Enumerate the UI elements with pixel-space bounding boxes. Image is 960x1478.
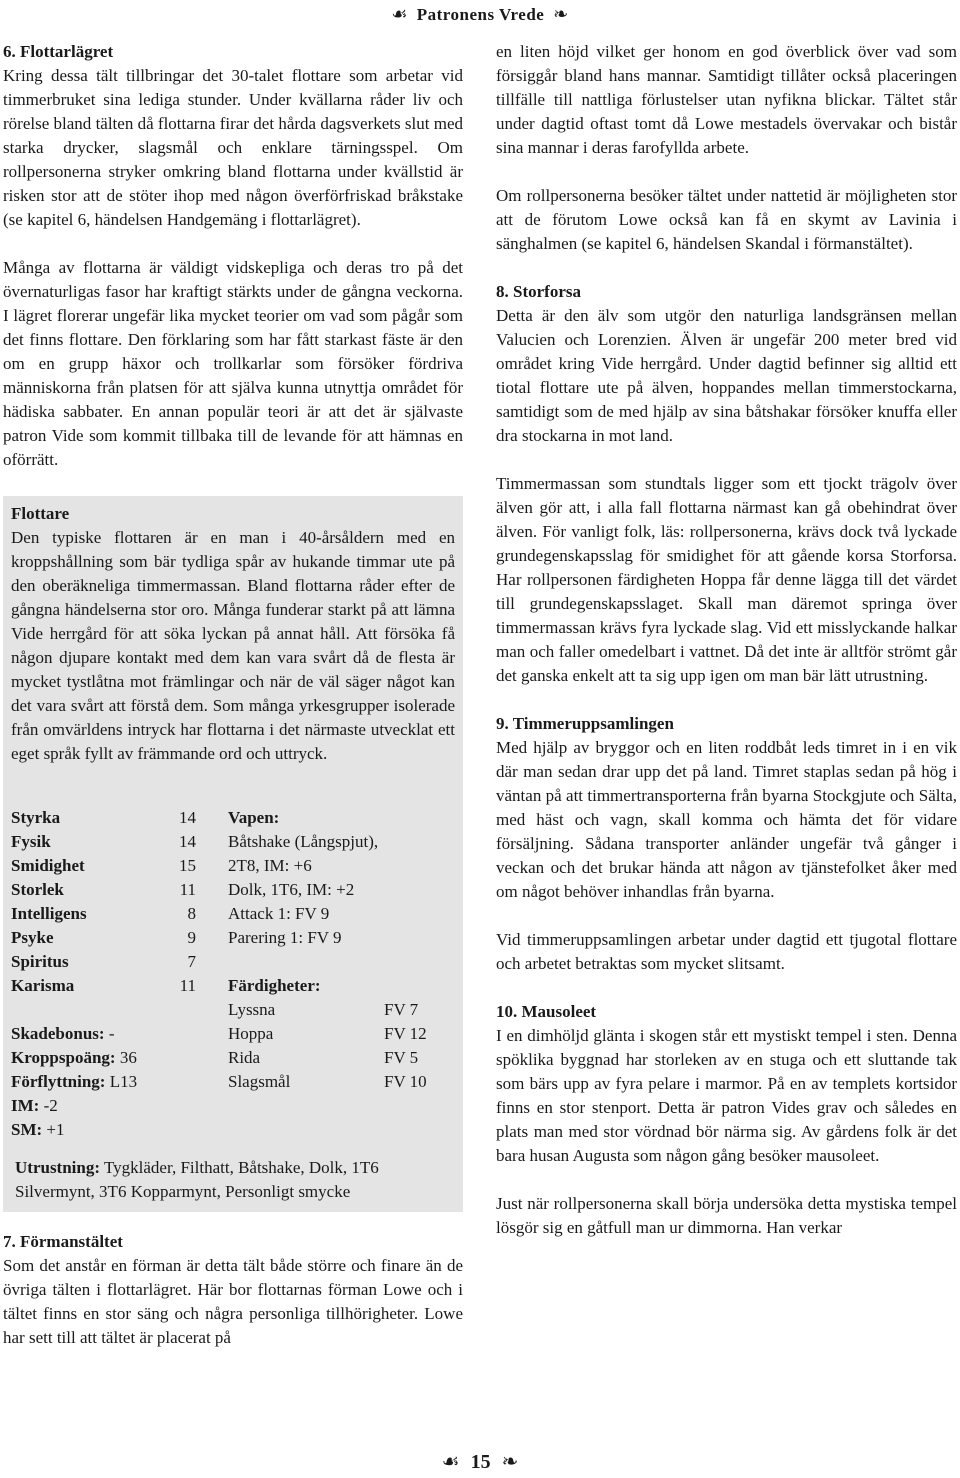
equipment-label: Utrustning: [15, 1158, 101, 1177]
right-column [496, 40, 957, 1264]
derived-stat [11, 1022, 196, 1046]
derived-stat [11, 1094, 196, 1118]
spacer [228, 950, 455, 974]
attributes-column [11, 806, 196, 1142]
derived-label: Kroppspoäng: [11, 1048, 116, 1067]
derived-stat [11, 1070, 196, 1094]
stat-label: Intelligens [11, 904, 87, 923]
ornament-left-icon: ☙ [441, 1451, 460, 1473]
page-header [0, 0, 960, 28]
derived-label: IM: [11, 1096, 40, 1115]
equipment-text: Tygkläder, Filthatt, Båtshake, Dolk, 1T6 Silvermynt, 3T6 Kopparmynt, Personligt smycke [15, 1158, 379, 1201]
weapon-line: Parering 1: FV 9 [228, 928, 342, 947]
stat-label: Styrka [11, 808, 61, 827]
npc-heading: Flottare [11, 504, 70, 523]
section-storforsa [496, 280, 957, 448]
stat-label: Karisma [11, 976, 75, 995]
stat-row [11, 806, 196, 830]
skill-row [228, 1022, 455, 1046]
weapons-skills-column [196, 806, 455, 1142]
stat-row [11, 974, 196, 998]
skills-heading: Färdigheter: [228, 976, 321, 995]
paragraph: Just när rollpersonerna skall börja undersöka detta mystiska tempel lösgör sig en gåtfull man ur dimmorna. Han verkar [496, 1194, 957, 1237]
skill-row [228, 998, 455, 1022]
paragraph: Detta är den älv som utgör den naturliga landsgränsen mellan Valucien och Lorenzien. Älven är ungefär 200 meter bred vid området kring Vide herrgård. Under dagtid befinner sig alltid ett tiotal flottare ute på älven, hoppandes mellan timmerstockarna, samtidigt som de med hjälp av sina båtshakar försöker knuffa eller dra stockarna in mot land. [496, 306, 957, 445]
derived-label: Skadebonus: [11, 1024, 105, 1043]
stat-value: 14 [179, 808, 196, 827]
derived-stat [11, 1118, 196, 1142]
paragraph: en liten höjd vilket ger honom en god överblick över vad som försiggår bland hans mannar. Samtidigt tillåter också placeringen tillfälle till nattliga förlustelser utan nyfikna blickar. Tältet står under dagtid oftast tomt då Lowe mestadels övervakar och bistår sina mannar i deras farofyllda arbete. [496, 42, 957, 157]
paragraph: Om rollpersonerna besöker tältet under nattetid är möjligheten stor att de förutom Lowe också kan få en skymt av Lavinia i sänghalmen (se kapitel 6, händelsen Skandal i förmanstältet). [496, 186, 957, 253]
ornament-right-icon: ❧ [553, 4, 569, 24]
equipment [11, 1156, 455, 1204]
derived-value: 36 [115, 1048, 137, 1067]
section-heading: 6. Flottarlägret [3, 42, 114, 61]
stat-value: 7 [187, 952, 196, 971]
section-mausoleet [496, 1000, 957, 1168]
page-footer [0, 1448, 960, 1476]
stat-value: 11 [179, 976, 196, 995]
weapon-line: Dolk, 1T6, IM: +2 [228, 880, 355, 899]
skill-row [228, 1046, 455, 1070]
stat-value: 8 [187, 904, 196, 923]
stat-row [11, 926, 196, 950]
paragraph: Kring dessa tält tillbringar det 30-talet flottare som arbetar vid timmerbruket sina lediga stunder. Under kvällarna råder liv och rörelse bland tälten då flottarna firar det hårda dagsverkets slut med starka drycker, slagsmål och enklare tärningsspel. Om rollpersonerna stryker omkring bland flottarna under kvällstid är risken stor att de stöter ihop med någon överförfriskad bråkstake (se kapitel 6, händelsen Handgemäng i flottarlägret). [3, 66, 463, 229]
stat-row [11, 902, 196, 926]
stat-value: 14 [179, 832, 196, 851]
section-timmeruppsamlingen [496, 712, 957, 904]
derived-value: L13 [105, 1072, 138, 1091]
skill-name: Slagsmål [228, 1072, 291, 1091]
skill-name: Rida [228, 1048, 261, 1067]
weapon-line: Båtshake (Långspjut), [228, 832, 379, 851]
paragraph: I en dimhöljd glänta i skogen står ett mystiskt tempel i sten. Denna spöklika byggnad har storleken av en stuga och ett sluttande tak som bärs upp av fyra pelare i marmor. På en av templets kortsidor finns en stor stenport. Detta är patron Vides grav och således en plats man med stor vördnad bör närma sig. Av gårdens folk är det bara husan Augusta som någon gång besöker mausoleet. [496, 1026, 957, 1165]
section-heading: 8. Storforsa [496, 282, 581, 301]
section-flottarlagret [3, 40, 463, 232]
skill-value: FV 5 [384, 1048, 419, 1067]
left-column [3, 40, 463, 1374]
stat-row [11, 854, 196, 878]
weapon-line: Attack 1: FV 9 [228, 904, 330, 923]
weapons-heading: Vapen: [228, 808, 280, 827]
weapon-line: 2T8, IM: +6 [228, 856, 312, 875]
derived-value: - [104, 1024, 115, 1043]
spacer [11, 998, 196, 1022]
stat-row [11, 950, 196, 974]
stat-row [11, 830, 196, 854]
derived-value: -2 [39, 1096, 58, 1115]
stat-label: Smidighet [11, 856, 85, 875]
stat-value: 15 [179, 856, 196, 875]
stat-label: Fysik [11, 832, 51, 851]
paragraph: Timmermassan som stundtals ligger som ett tjockt trägolv över älven gör att, i alla fall flottarna närmast kan gå obehindrat över älven. För vanligt folk, läs: rollpersonerna, krävs dock två lyckade grundegenskapsslag för smidighet för att gående korsa Storforsa. Har rollpersonen färdigheten Hoppa får denne lägga till det värdet till grundegenskapsslaget. Skall man däremot springa över timmermassan krävs fyra lyckade slag. Vid ett misslyckande halkar man och faller omedelbart i vattnet. Då det inte är alltför strömt går det ganska enkelt att ta sig upp igen om man bär lätt utrustning. [496, 474, 957, 685]
paragraph: Många av flottarna är väldigt vidskepliga och deras tro på det övernaturligas fasor har kraftigt stärkts under de gångna veckorna. I lägret florerar ungefär lika mycket teorier om vad som pågår som det finns flottare. Den förklaring som har fått starkast fäste är den om en grupp häxor och trollkarlar som försöker fördriva människorna från platsen för att själva kunna utnyttja området för hädiska sabbater. En annan populär teori är att det är självaste patron Vide som kommit tillbaka till de levande för att hämnas en oförrätt. [3, 258, 463, 469]
paragraph: Med hjälp av bryggor och en liten roddbåt leds timret in i en vik där man sedan drar upp det på land. Timret staplas sedan på hög i väntan på att timmertransporterna från byarna Stockgjute och Sälta, med häst och vagn, skall komma och hämta det för vidare försäljning. Sådana transporter anländer ungefär två gånger i veckan och det brukar hända att någon av tjänstefolket åker med om något behöver inhandlas från byarna. [496, 738, 957, 901]
stat-row [11, 878, 196, 902]
stats-grid [11, 806, 455, 1142]
derived-value: +1 [42, 1120, 65, 1139]
npc-stat-box [3, 496, 463, 1212]
running-title: Patronens Vrede [416, 5, 545, 24]
skill-name: Hoppa [228, 1024, 274, 1043]
derived-stat [11, 1046, 196, 1070]
stat-label: Spiritus [11, 952, 69, 971]
paragraph: Som det anstår en förman är detta tält både större och finare än de övriga tälten i flottarlägret. Här bor flottarnas förman Lowe och i tältet finns en stor säng och några personliga tillhörigheter. Lowe har sett till att tältet är placerat på [3, 1256, 463, 1347]
stat-label: Psyke [11, 928, 54, 947]
section-heading: 9. Timmeruppsamlingen [496, 714, 674, 733]
stat-label: Storlek [11, 880, 64, 899]
page-number: 15 [470, 1451, 491, 1473]
stat-value: 11 [179, 880, 196, 899]
derived-label: SM: [11, 1120, 43, 1139]
npc-description: Den typiske flottaren är en man i 40-årsåldern med en kroppshållning som bär tydliga spår av hukande timmar ute på den oberäkneliga timmermassan. Bland flottarna råder efter de gångna händelserna stor oro. Många funderar starkt på att lämna Vide herrgård för att söka lyckan på annat håll. Att försöka få någon djupare kontakt med dem kan vara svårt då de flesta är mycket tystlåtna mot främlingar och när de väl säger något kan det vara svårt att förstå dem. Som många yrkesgrupper isolerade från omvärldens intryck har flottarna i det närmaste utvecklat ett eget språk fyllt av främmande ord och uttryck. [11, 528, 455, 763]
skill-value: FV 12 [384, 1024, 427, 1043]
stat-value: 9 [187, 928, 196, 947]
ornament-right-icon: ❧ [501, 1451, 519, 1473]
section-formanstaltet [3, 1230, 463, 1350]
skill-name: Lyssna [228, 1000, 276, 1019]
skill-value: FV 10 [384, 1072, 427, 1091]
section-heading: 7. Förmanstältet [3, 1232, 123, 1251]
skill-row [228, 1070, 455, 1094]
paragraph: Vid timmeruppsamlingen arbetar under dagtid ett tjugotal flottare och arbetet betraktas som mycket slitsamt. [496, 930, 957, 973]
ornament-left-icon: ☙ [391, 4, 408, 24]
section-heading: 10. Mausoleet [496, 1002, 597, 1021]
skill-value: FV 7 [384, 1000, 419, 1019]
derived-label: Förflyttning: [11, 1072, 106, 1091]
